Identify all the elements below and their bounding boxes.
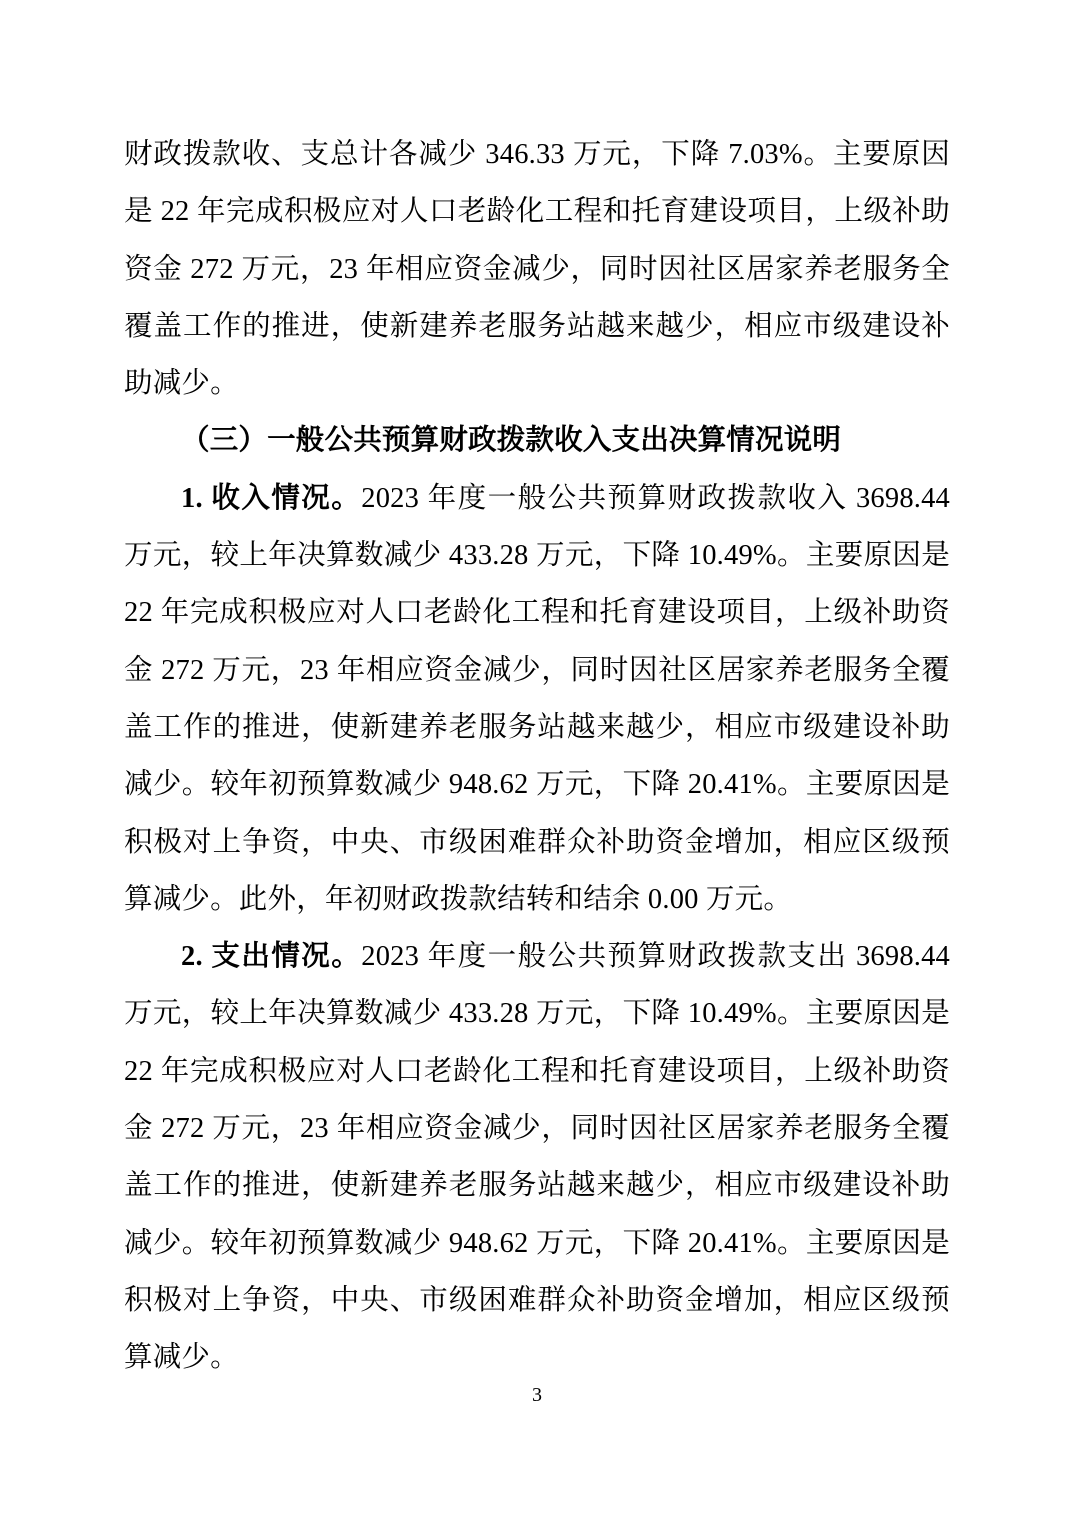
page-number: 3 [532, 1384, 542, 1406]
text-run-bold: （三）一般公共预算财政拨款收入支出决算情况说明 [181, 425, 842, 457]
text-run-bold: 2. 支出情况。 [181, 941, 362, 973]
text-run: 财政拨款收、支总计各减少 346.33 万元，下降 7.03%。主要原因是 22 年完成积极应对人口老龄化工程和托育建设项目，上级补助资金 272 万元，23 年相应资金减少，同时因社区居家养老服务全覆盖工作的推进，使新建养老服务站越来越少，相应市级建设补助减少。 [124, 139, 950, 400]
paragraph [124, 470, 950, 928]
paragraph [124, 126, 950, 412]
text-run: 2023 年度一般公共预算财政拨款收入 3698.44 万元，较上年决算数减少 433.28 万元，下降 10.49%。主要原因是 22 年完成积极应对人口老龄化工程和托育建设项目，上级补助资金 272 万元，23 年相应资金减少，同时因社区居家养老服务全覆盖工作的推进，使新建养老服务站越来越少，相应市级建设补助减少。较年初预算数减少 948.62 万元，下降 20.41%。主要原因是积极对上争资，中央、市级困难群众补助资金增加，相应区级预算减少。此外，年初财政拨款结转和结余 0.00 万元。 [124, 482, 951, 915]
text-run: 2023 年度一般公共预算财政拨款支出 3698.44 万元，较上年决算数减少 433.28 万元，下降 10.49%。主要原因是 22 年完成积极应对人口老龄化工程和托育建设项目，上级补助资金 272 万元，23 年相应资金减少，同时因社区居家养老服务全覆盖工作的推进，使新建养老服务站越来越少，相应市级建设补助减少。较年初预算数减少 948.62 万元，下降 20.41%。主要原因是积极对上争资，中央、市级困难群众补助资金增加，相应区级预算减少。 [124, 941, 951, 1374]
document-body [124, 126, 950, 1387]
page-footer [0, 1383, 1074, 1407]
paragraph [124, 928, 950, 1386]
section-heading [124, 412, 950, 469]
text-run-bold: 1. 收入情况。 [181, 482, 362, 514]
